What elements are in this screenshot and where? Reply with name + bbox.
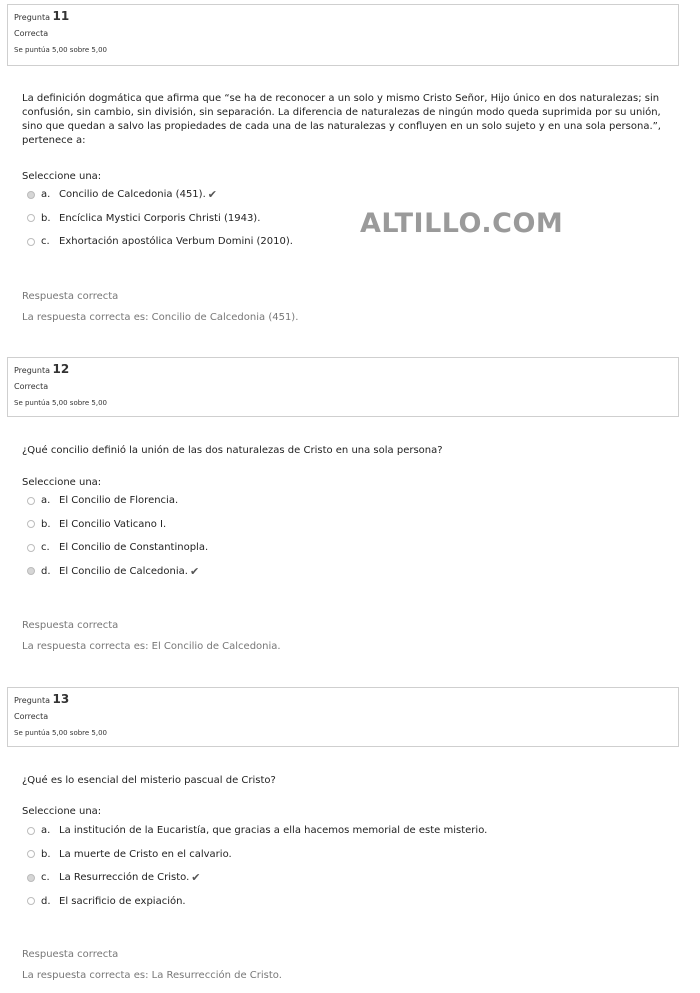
question-state: Correcta <box>14 382 49 391</box>
question-info-13 <box>7 687 679 747</box>
select-prompt: Seleccione una: <box>22 171 102 182</box>
radio-button[interactable] <box>27 567 35 575</box>
answer-option-b[interactable]: b. La muerte de Cristo en el calvario. <box>27 843 487 867</box>
question-text: ¿Qué concilio definió la unión de las dos naturalezas de Cristo en una sola persona? <box>22 445 443 456</box>
feedback: Respuesta correcta <box>22 291 119 302</box>
answer-option-d[interactable]: d. El sacrificio de expiación. <box>27 890 487 914</box>
question-outcome <box>22 949 282 981</box>
question-text: La definición dogmática que afirma que “se ha de reconocer a un solo y mismo Cristo Señor, Hijo único en dos naturalezas; sin confusión, sin cambio, sin división, sin separación. La diferencia de naturalezas de ningún modo queda suprimida por su unión, sino que quedan a salvo las propiedades de cada una de las naturalezas y confluyen en un solo sujeto y en una sola persona.”, pertenece a: <box>22 93 661 146</box>
radio-button[interactable] <box>27 544 35 552</box>
right-answer: La respuesta correcta es: La Resurrección de Cristo. <box>22 970 282 981</box>
radio-button[interactable] <box>27 897 35 905</box>
question-grade: Se puntúa 5,00 sobre 5,00 <box>14 46 108 54</box>
answer-option-a[interactable]: a. La institución de la Eucaristía, que gracias a ella hacemos memorial de este misterio. <box>27 819 487 843</box>
radio-button[interactable] <box>27 874 35 882</box>
select-prompt: Seleccione una: <box>22 806 102 817</box>
question-state: Correcta <box>14 712 49 721</box>
checkmark-icon: ✔ <box>207 188 217 202</box>
answer-option-d[interactable]: d. El Concilio de Calcedonia. ✔ <box>27 560 208 584</box>
question-number: Pregunta 12 <box>14 362 70 376</box>
answer-option-c[interactable]: c. Exhortación apostólica Verbum Domini (2010). <box>27 230 293 254</box>
question-number: Pregunta 11 <box>14 9 70 23</box>
radio-button[interactable] <box>27 850 35 858</box>
radio-button[interactable] <box>27 827 35 835</box>
question-state: Correcta <box>14 29 49 38</box>
question-info-11 <box>7 4 679 66</box>
question-outcome <box>22 620 281 652</box>
question-grade: Se puntúa 5,00 sobre 5,00 <box>14 399 108 407</box>
question-number: Pregunta 13 <box>14 692 70 706</box>
watermark: ALTILLO.COM <box>360 208 564 239</box>
radio-button[interactable] <box>27 497 35 505</box>
answer-option-a[interactable]: a. Concilio de Calcedonia (451). ✔ <box>27 183 293 207</box>
answer-options <box>27 819 487 913</box>
answer-option-a[interactable]: a. El Concilio de Florencia. <box>27 489 208 513</box>
answer-option-b[interactable]: b. Encíclica Mystici Corporis Christi (1943). <box>27 207 293 231</box>
question-text: ¿Qué es lo esencial del misterio pascual de Cristo? <box>22 775 276 786</box>
question-info-12 <box>7 357 679 417</box>
checkmark-icon: ✔ <box>191 871 201 885</box>
answer-options <box>27 489 208 583</box>
answer-option-c[interactable]: c. El Concilio de Constantinopla. <box>27 536 208 560</box>
right-answer: La respuesta correcta es: El Concilio de Calcedonia. <box>22 641 281 652</box>
answer-options <box>27 183 293 254</box>
right-answer: La respuesta correcta es: Concilio de Calcedonia (451). <box>22 312 299 323</box>
answer-option-c[interactable]: c. La Resurrección de Cristo. ✔ <box>27 866 487 890</box>
answer-option-b[interactable]: b. El Concilio Vaticano I. <box>27 513 208 537</box>
radio-button[interactable] <box>27 191 35 199</box>
checkmark-icon: ✔ <box>189 564 200 578</box>
radio-button[interactable] <box>27 520 35 528</box>
radio-button[interactable] <box>27 238 35 246</box>
question-grade: Se puntúa 5,00 sobre 5,00 <box>14 729 108 737</box>
feedback: Respuesta correcta <box>22 620 119 631</box>
radio-button[interactable] <box>27 214 35 222</box>
feedback: Respuesta correcta <box>22 949 119 960</box>
select-prompt: Seleccione una: <box>22 477 102 488</box>
question-outcome <box>22 291 298 323</box>
